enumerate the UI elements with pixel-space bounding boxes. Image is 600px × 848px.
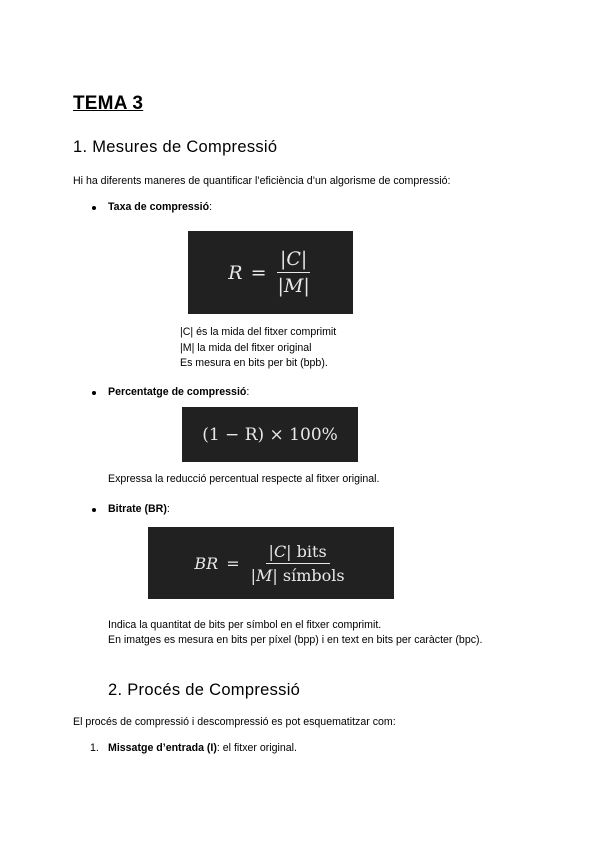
formula-percentatge bbox=[182, 407, 358, 462]
formula-lhs: BR bbox=[194, 553, 219, 573]
section-intro: Hi ha diferents maneres de quantificar l’eficiència d’un algorisme de compressió: bbox=[73, 175, 451, 187]
page-title: TEMA 3 bbox=[73, 93, 144, 114]
item-text: : el fitxer original. bbox=[216, 742, 297, 754]
bullet-icon bbox=[92, 508, 96, 512]
bullet-icon bbox=[92, 391, 96, 395]
list-number: 1. bbox=[90, 742, 99, 754]
section-intro: El procés de compressió i descompressió es pot esquematitzar com: bbox=[73, 716, 396, 728]
formula-fraction bbox=[248, 542, 348, 585]
formula-lhs: R bbox=[228, 261, 243, 284]
formula-numerator-unit: bits bbox=[296, 541, 327, 561]
item-label: Bitrate (BR) bbox=[108, 503, 167, 515]
bullet-icon bbox=[92, 206, 96, 210]
item-taxa bbox=[108, 199, 212, 215]
formula-numerator-var: |C| bbox=[268, 541, 292, 561]
note-line: Expressa la reducció percentual respecte al fitxer original. bbox=[108, 473, 380, 485]
list-item-missatge bbox=[108, 740, 297, 756]
formula-eq: = bbox=[226, 553, 240, 573]
note-line: |C| és la mida del fitxer comprimit bbox=[180, 326, 337, 338]
item-suffix: : bbox=[246, 386, 250, 398]
item-bitrate bbox=[108, 501, 170, 517]
item-suffix: : bbox=[209, 201, 213, 213]
item-label: Taxa de compressió bbox=[108, 201, 210, 213]
note-line: Es mesura en bits per bit (bpb). bbox=[180, 357, 328, 369]
formula-denominator: |M| bbox=[277, 275, 310, 297]
formula-text: (1 − R) × 100% bbox=[202, 424, 338, 445]
note-line: Indica la quantitat de bits per símbol en el fitxer comprimit. bbox=[108, 619, 382, 631]
item-percentatge bbox=[108, 384, 249, 400]
formula-eq: = bbox=[250, 261, 267, 284]
formula-fraction bbox=[274, 248, 312, 297]
formula-taxa bbox=[188, 231, 353, 314]
note-line: En imatges es mesura en bits per píxel (bpp) i en text en bits per caràcter (bpc). bbox=[108, 634, 483, 646]
formula-numerator: |C| bbox=[277, 248, 310, 273]
section-heading-proces: 2. Procés de Compressió bbox=[108, 681, 301, 699]
section-heading-mesures: 1. Mesures de Compressió bbox=[73, 138, 278, 156]
formula-bitrate bbox=[148, 527, 394, 599]
item-suffix: : bbox=[166, 503, 170, 515]
formula-denominator-unit: símbols bbox=[282, 565, 345, 585]
item-label: Percentatge de compressió bbox=[108, 386, 247, 398]
item-label: Missatge d’entrada (I) bbox=[108, 742, 217, 754]
formula-denominator-var: |M| bbox=[250, 565, 278, 585]
note-line: |M| la mida del fitxer original bbox=[180, 342, 312, 354]
